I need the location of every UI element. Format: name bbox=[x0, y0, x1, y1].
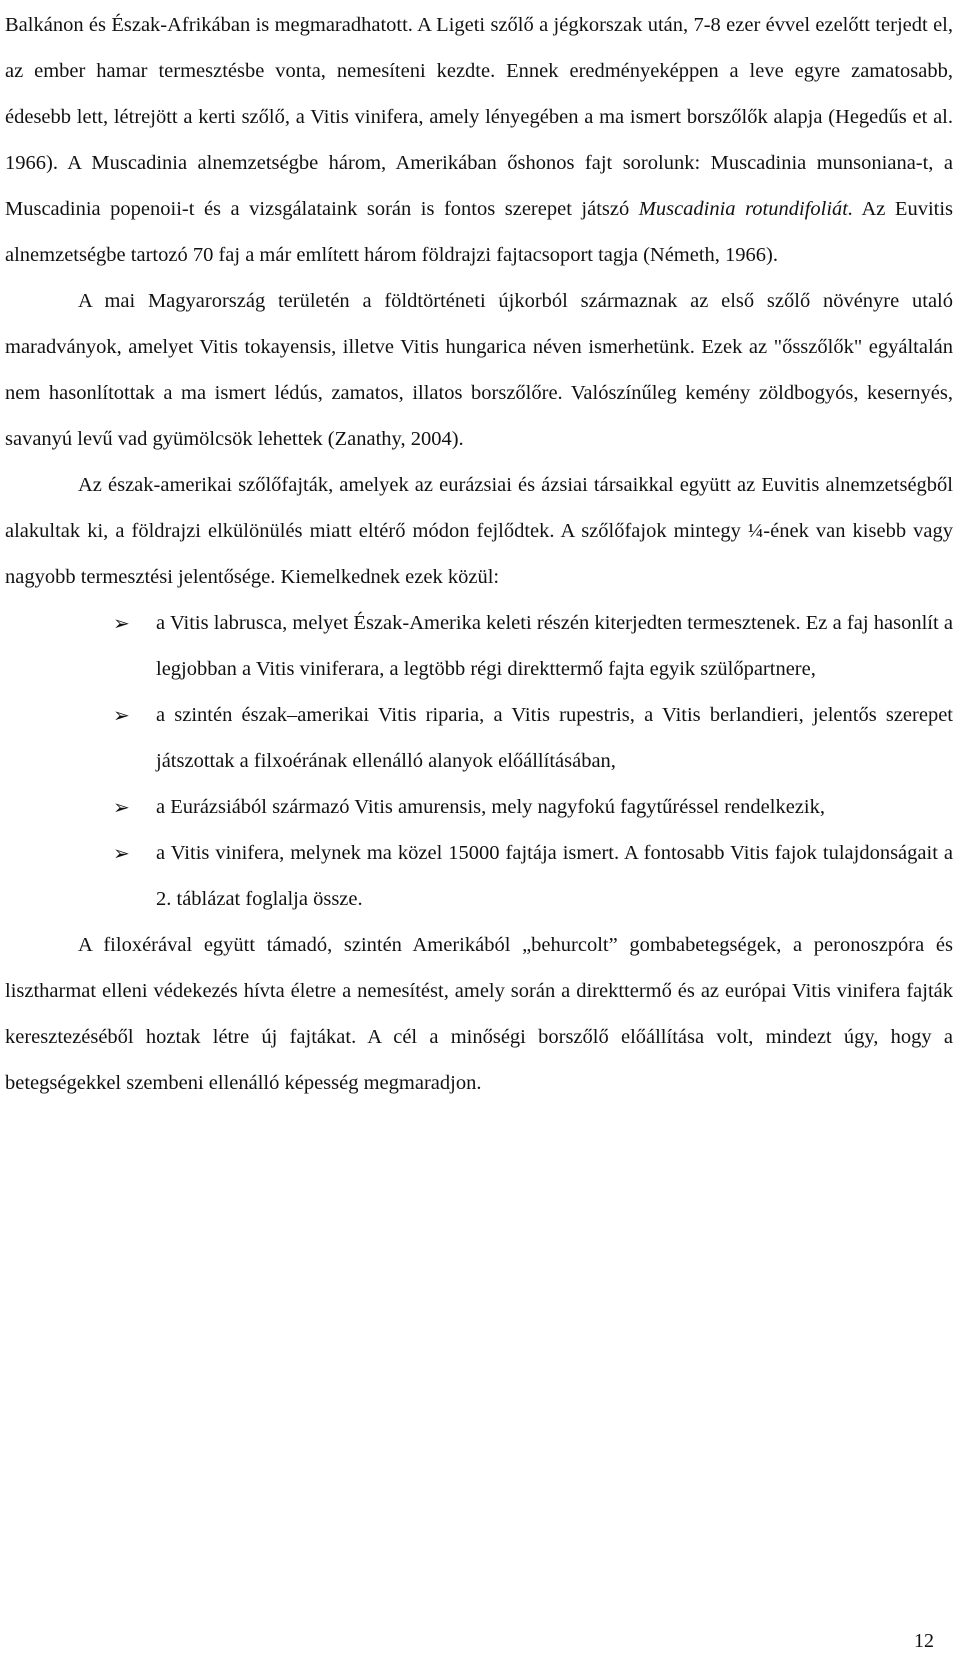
paragraph-continuation bbox=[5, 2, 953, 278]
paragraph-fossil-grapes: A mai Magyarország területén a földtörténeti újkorból származnak az első szőlő növényre utaló maradványok, amelyet Vitis tokayensis, illetve Vitis hungarica néven ismerhetünk. Ezek az "ősszőlők" egyáltalán nem hasonlítottak a ma ismert lédús, zamatos, illatos borszőlőre. Valószínűleg kemény zöldbogyós, kesernyés, savanyú levű vad gyümölcsök lehettek (Zanathy, 2004). bbox=[5, 290, 953, 450]
arrow-bullet-icon: ➢ bbox=[113, 611, 130, 635]
list-item-text: a Vitis labrusca, melyet Észak-Amerika keleti részén kiterjedten termesztenek. Ez a faj hasonlít a legjobban a Vitis viniferara, a legtöbb régi direkttermő fajta egyik szülőpartnere, bbox=[156, 612, 953, 680]
paragraph-north-american-species: Az észak-amerikai szőlőfajták, amelyek az eurázsiai és ázsiai társaikkal együtt az Euvitis alnemzetségből alakultak ki, a földrajzi elkülönülés miatt eltérő módon fejlődtek. A szőlőfajok mintegy ¼-ének van kisebb vagy nagyobb termesztési jelentősége. Kiemelkednek ezek közül: bbox=[5, 474, 953, 588]
species-name-italic: Muscadinia rotundifoliát. bbox=[638, 198, 854, 220]
paragraph-text: Az Euvitis alnemzetségbe tartozó 70 faj a már említett három földrajzi fajtacsoport tagja (Németh, 1966). bbox=[5, 198, 954, 266]
body-text bbox=[5, 2, 953, 1106]
list-item bbox=[5, 692, 953, 784]
list-item-text: a Eurázsiából származó Vitis amurensis, mely nagyfokú fagytűréssel rendelkezik, bbox=[156, 796, 825, 818]
list-item bbox=[5, 830, 953, 922]
list-item bbox=[5, 784, 953, 830]
arrow-bullet-icon: ➢ bbox=[113, 703, 130, 727]
page-number: 12 bbox=[914, 1630, 934, 1652]
species-list bbox=[5, 600, 953, 922]
arrow-bullet-icon: ➢ bbox=[113, 841, 130, 865]
paragraph-text: Balkánon és Észak-Afrikában is megmaradhatott. A Ligeti szőlő a jégkorszak után, 7-8 ezer évvel ezelőtt terjedt el, az ember hamar termesztésbe vonta, nemesíteni kezdte. Ennek eredményeképpen a leve egyre zamatosabb, édesebb lett, létrejött a kerti szőlő, a Vitis vinifera, amely lényegében a ma ismert borszőlők alapja (Hegedűs et al. 1966). A Muscadinia alnemzetségbe három, Amerikában őshonos fajt sorolunk: Muscadinia munsoniana-t, a Muscadinia popenoii-t és a vizsgálataink során is fontos szerepet játszó bbox=[5, 14, 953, 220]
list-item-text: a szintén észak–amerikai Vitis riparia, a Vitis rupestris, a Vitis berlandieri, jelentős szerepet játszottak a filxoérának ellenálló alanyok előállításában, bbox=[156, 704, 953, 772]
list-item bbox=[5, 600, 953, 692]
paragraph-breeding: A filoxérával együtt támadó, szintén Amerikából „behurcolt” gombabetegségek, a peronoszpóra és lisztharmat elleni védekezés hívta életre a nemesítést, amely során a direkttermő és az európai Vitis vinifera fajták keresztezéséből hoztak létre új fajtákat. A cél a minőségi borszőlő előállítása volt, mindezt úgy, hogy a betegségekkel szembeni ellenálló képesség megmaradjon. bbox=[5, 934, 953, 1094]
list-item-text: a Vitis vinifera, melynek ma közel 15000 fajtája ismert. A fontosabb Vitis fajok tulajdonságait a 2. táblázat foglalja össze. bbox=[156, 842, 953, 910]
arrow-bullet-icon: ➢ bbox=[113, 795, 130, 819]
